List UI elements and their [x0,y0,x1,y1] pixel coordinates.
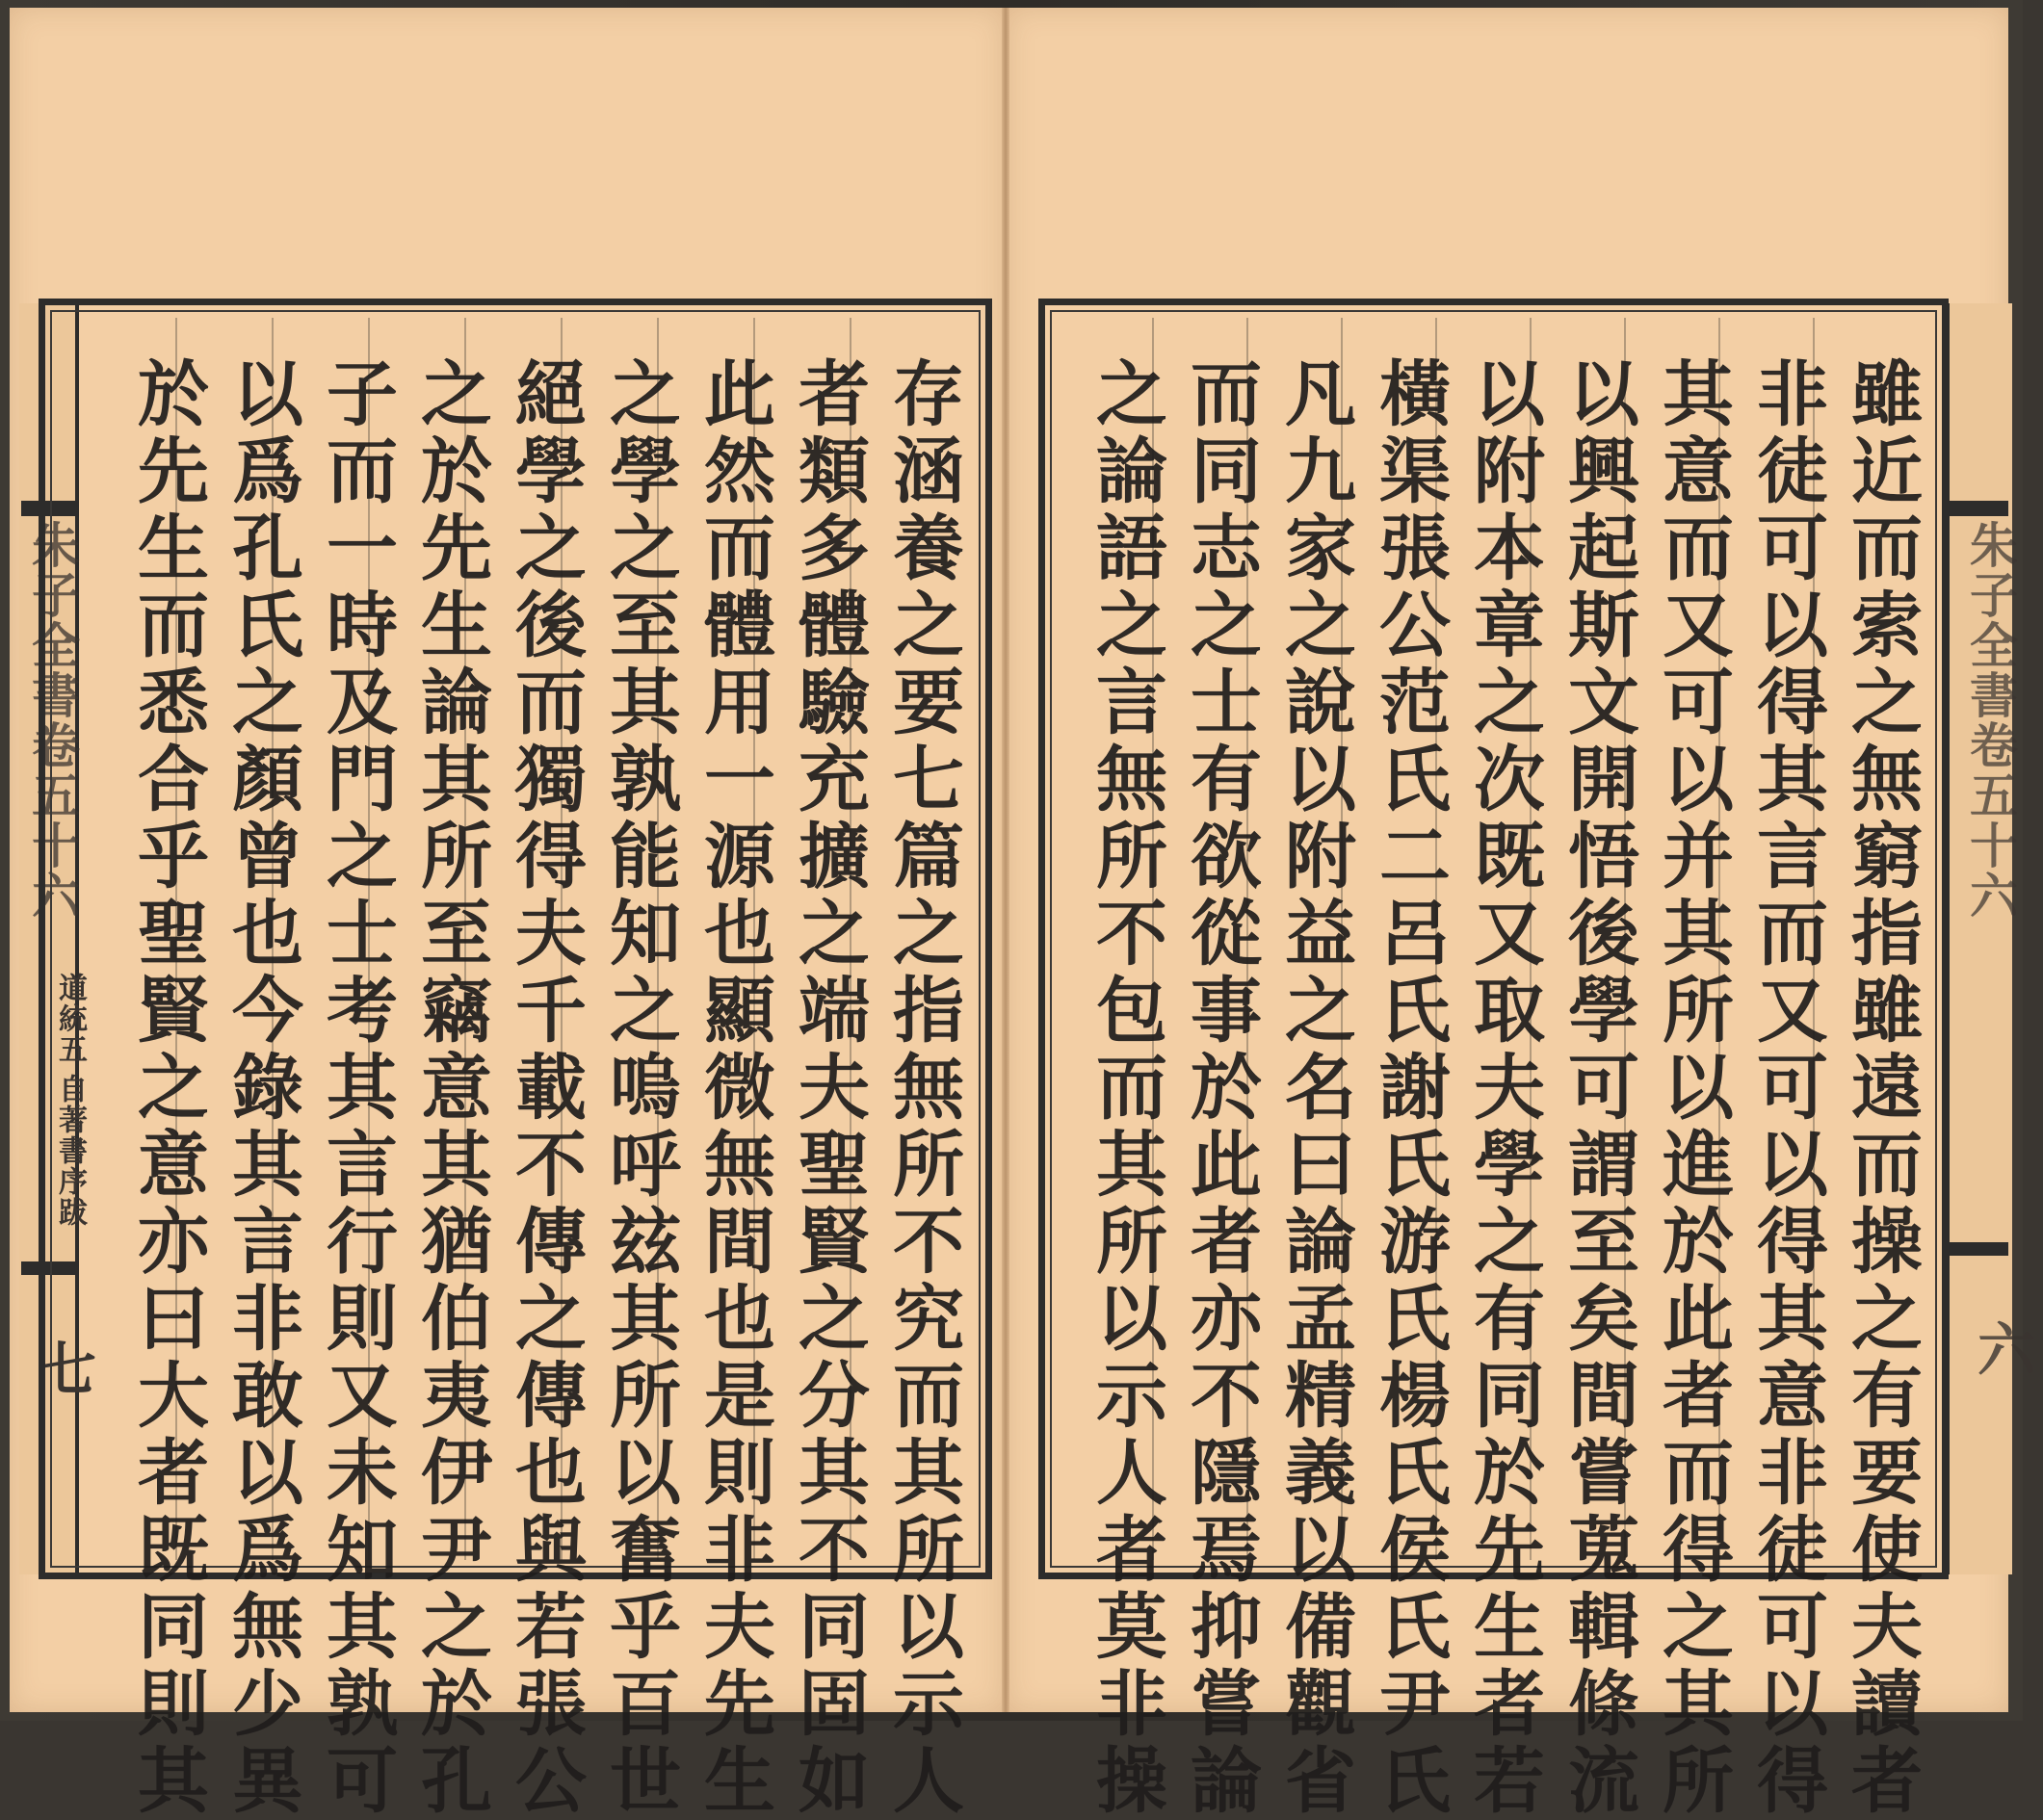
right-page-text [1060,356,1923,1820]
text-column: 以爲孔氏之顏曾也今錄其言非敢以爲無少異 [221,356,303,1820]
text-column: 以興起斯文開悟後學可謂至矣間嘗蒐輯條流 [1557,356,1639,1820]
text-column: 子而一時及門之士考其言行則又未知其孰可 [315,356,398,1820]
text-column: 之學之至其孰能知之嗚呼玆其所以奮乎百世 [598,356,681,1820]
book-gutter [1002,8,1009,1712]
left-margin-section: 道統五 [53,973,87,1065]
left-margin-subsection: 自著書序跋 [53,1074,87,1228]
text-column: 非徒可以得其言而又可以得其意非徒可以得 [1745,356,1828,1820]
right-margin-page-number: 六 [1968,1319,2035,1377]
text-column: 存涵養之要七篇之指無所不究而其所以示人 [881,356,964,1820]
text-column: 於先生而悉合乎聖賢之意亦曰大者既同則其 [126,356,209,1820]
text-column: 以附本章之次既又取夫學之有同於先生者若 [1462,356,1545,1820]
text-column: 之於先生論其所至竊意其猶伯夷伊尹之於孔 [409,356,492,1820]
left-margin-book-title: 朱子全書卷五十六 [24,520,81,921]
right-fish-tail-top [1946,501,2008,516]
text-column: 而同志之士有欲從事於此者亦不隱焉抑嘗論 [1179,356,1262,1820]
text-column: 之論語之言無所不包而其所以示人者莫非操 [1085,356,1167,1820]
text-column: 者類多體驗充擴之端夫聖賢之分其不同固如 [787,356,870,1820]
right-margin-strip [1946,303,2012,1574]
text-column: 橫渠張公范氏二呂氏謝氏游氏楊氏侯氏尹氏 [1368,356,1451,1820]
left-margin-page-number: 七 [29,1339,96,1396]
text-column: 絕學之後而獨得夫千載不傳之傳也與若張公 [504,356,587,1820]
text-column: 其意而又可以并其所以進於此者而得之其所 [1651,356,1734,1820]
text-column: 此然而體用一源也顯微無間也是則非夫先生 [693,356,775,1820]
right-fish-tail-bottom [1946,1242,2008,1256]
text-column: 雖近而索之無窮指雖遠而操之有要使夫讀者 [1840,356,1923,1820]
text-column: 凡九家之說以附益之名曰論孟精義以備觀省 [1273,356,1356,1820]
left-page-text [82,356,964,1820]
right-margin-book-title: 朱子全書卷五十六 [1962,520,2019,921]
